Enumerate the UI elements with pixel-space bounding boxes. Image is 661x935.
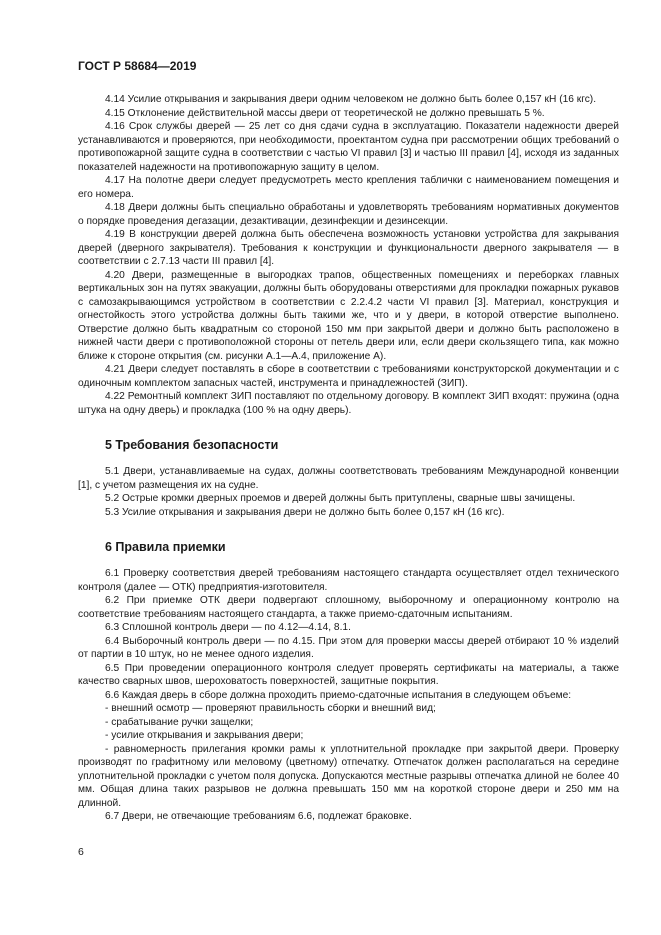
paragraph-6-1: 6.1 Проверку соответствия дверей требованиям настоящего стандарта осуществляет отдел технического контроля (далее — ОТК) предприятия-изготовителя.: [78, 568, 619, 593]
document-header: ГОСТ Р 58684—2019: [78, 59, 197, 73]
list-item-last: - равномерность прилегания кромки рамы к уплотнительной прокладке при закрытой двери. Проверку производят по графитному или меловому (цветному) отпечатку. Отпечаток должен располагаться на середине уплотнительной прокладки с учетом поля допуска. Допускаются местные разрывы отпечатка длиной не более 40 мм. Общая длина таких разрывов не должна превышать 150 мм на короткой стороне двери и 250 мм на длинной.: [78, 743, 619, 809]
paragraph-4-18: 4.18 Двери должны быть специально обработаны и удовлетворять требованиям нормативных документов о порядке проведения дегазации, дезактивации, дезинфекции и дезинсекции.: [78, 202, 619, 227]
paragraph-4-20: 4.20 Двери, размещенные в выгородках трапов, общественных помещениях и переборках главных вертикальных зон на путях эвакуации, должны быть оборудованы отверстиями для прокладки пожарных рукавов с самозакрывающимся устройством в соответствии с 2.2.4.2 части VI правил [3]. Материал, конструкция и огнестойкость этого устройства должны быть такими же, что и у двери, в которой отверстие выполнено. Отверстие должно быть квадратным со стороной 150 мм при закрытой двери и должно быть расположено в нижней части двери с противоположной стороны от петель двери или, если двери скользящего типа, как можно ближе к стороне открытия (см. рисунки А.1—А.4, приложение А).: [78, 269, 619, 362]
paragraph-5-3: 5.3 Усилие открывания и закрывания двери не должно быть более 0,157 кН (16 кгс).: [105, 506, 505, 518]
paragraph-6-6: 6.6 Каждая дверь в сборе должна проходить приемо-сдаточные испытания в следующем объеме:: [105, 689, 572, 701]
list-item: - внешний осмотр — проверяют правильность сборки и внешний вид;: [105, 703, 436, 714]
paragraph-4-22: 4.22 Ремонтный комплект ЗИП поставляют по отдельному договору. В комплект ЗИП входят: пружина (одна штука на одну дверь) и прокладка (100 % на одну дверь).: [78, 391, 619, 416]
paragraph-4-21: 4.21 Двери следует поставлять в сборе в соответствии с требованиями конструкторской документации и с одиночным комплектом запасных частей, инструмента и принадлежностей (ЗИП).: [78, 364, 619, 389]
paragraph-5-1: 5.1 Двери, устанавливаемые на судах, должны соответствовать требованиям Международной конвенции [1], с учетом размещения их на судне.: [78, 466, 619, 491]
paragraph-4-14: 4.14 Усилие открывания и закрывания двери одним человеком не должно быть более 0,157 кН (16 кгс).: [105, 94, 597, 105]
section-6-title: 6 Правила приемки: [105, 540, 226, 554]
paragraph-6-3: 6.3 Сплошной контроль двери — по 4.12—4.14, 8.1.: [105, 622, 351, 633]
document-body: [78, 93, 619, 824]
page-number: 6: [78, 846, 84, 858]
paragraph-4-17: 4.17 На полотне двери следует предусмотреть место крепления таблички с наименованием помещения и его номера.: [78, 175, 619, 200]
paragraph-4-16: 4.16 Срок службы дверей — 25 лет со дня сдачи судна в эксплуатацию. Показатели надежности дверей устанавливаются и проверяются, при необходимости, проектантом судна при рассмотрении общих требований о противопожарной защите судна в соответствии с частью VI правил [3] и частью III правил [4], исходя из заданных показателей надежности на противопожарную защиту в целом.: [78, 121, 619, 173]
paragraph-5-2: 5.2 Острые кромки дверных проемов и дверей должны быть притуплены, сварные швы зачищены.: [105, 493, 576, 504]
section-5-title: 5 Требования безопасности: [105, 438, 279, 452]
paragraph-6-4: 6.4 Выборочный контроль двери — по 4.15. При этом для проверки массы дверей отбирают 10 % изделий от партии в 10 штук, но не менее одного изделия.: [78, 635, 619, 660]
paragraph-6-7: 6.7 Двери, не отвечающие требованиям 6.6, подлежат браковке.: [105, 811, 412, 822]
list-item: - срабатывание ручки защелки;: [105, 716, 254, 728]
list-item: - усилие открывания и закрывания двери;: [105, 730, 304, 741]
paragraph-4-15: 4.15 Отклонение действительной массы двери от теоретической не должно превышать 5 %.: [105, 107, 545, 119]
paragraph-4-19: 4.19 В конструкции дверей должна быть обеспечена возможность установки устройства для закрывания дверей (дверного закрывателя). Требования к конструкции и функциональности дверного закрывателя — в соответствии с 2.7.13 части III правил [4].: [78, 229, 619, 267]
paragraph-6-5: 6.5 При проведении операционного контроля следует проверять сертификаты на материалы, а также качество сварных швов, шероховатость поверхностей, защитные покрытия.: [78, 662, 619, 687]
paragraph-6-2: 6.2 При приемке ОТК двери подвергают сплошному, выборочному и операционному контролю на соответствие требованиям настоящего стандарта, а также приемо-сдаточным испытаниям.: [78, 595, 619, 620]
